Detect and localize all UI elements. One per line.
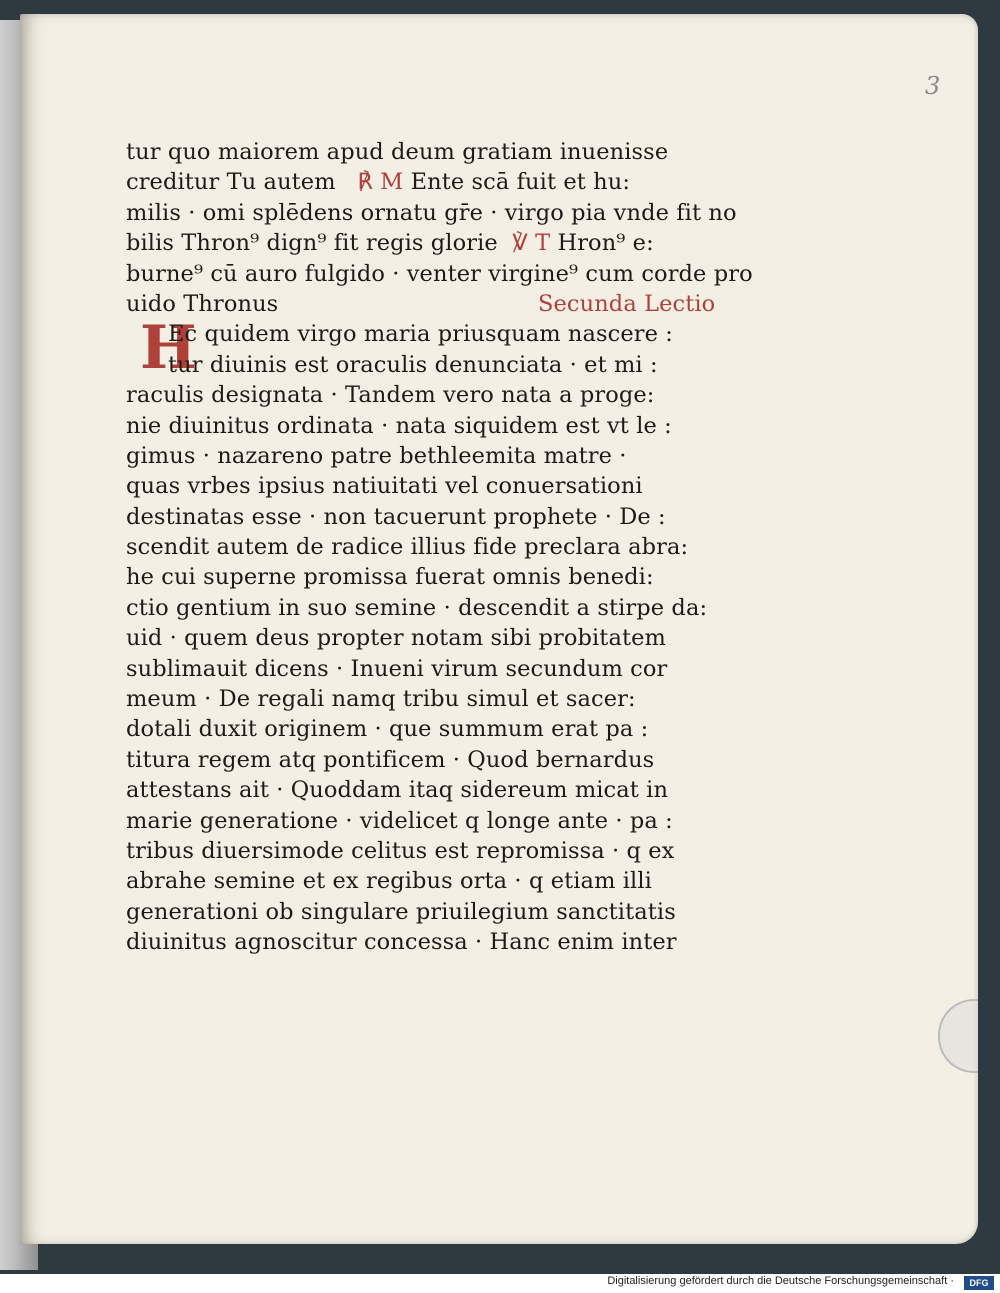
page-clip (938, 999, 978, 1073)
funding-credit: Digitalisierung gefördert durch die Deutsche Forschungsgemeinschaft · (607, 1275, 954, 1287)
text-line (126, 167, 766, 197)
text-line-part: uido Thronus (126, 290, 279, 317)
text-line: diuinitus agnoscitur concessa · Hanc enim inter (126, 929, 677, 956)
text-line: marie generatione · videlicet q longe ante · pa : (126, 807, 673, 834)
text-line: abrahe semine et ex regibus orta · q etiam illi (126, 868, 652, 895)
text-line: attestans ait · Quoddam itaq sidereum micat in (126, 777, 669, 804)
text-line: milis · omi splēdens ornatu gr̄e · virgo pia vnde fit no (126, 199, 737, 226)
text-line: dotali duxit originem · que summum erat pa : (126, 716, 649, 743)
text-line: quas vrbes ipsius natiuitati vel conuersationi (126, 473, 643, 500)
text-line: meum · De regali namq tribu simul et sacer: (126, 686, 636, 713)
page-number: 3 (925, 72, 941, 100)
text-line: sublimauit dicens · Inueni virum secundum cor (126, 655, 668, 682)
footer-bar (0, 1274, 1000, 1293)
text-line: uid · quem deus propter notam sibi probitatem (126, 625, 666, 652)
versicle-marker: ℣ T (512, 230, 551, 257)
text-line-part: Ente scā fuit et hu: (410, 169, 631, 196)
text-line: burne⁹ cū auro fulgido · venter virgine⁹ cum corde pro (126, 260, 753, 287)
text-block (126, 137, 766, 958)
text-line: Ec quidem virgo maria priusquam nascere : (168, 321, 673, 348)
drop-initial: H (140, 313, 197, 383)
text-line: destinatas esse · non tacuerunt prophete · De : (126, 503, 666, 530)
text-line: raculis designata · Tandem vero nata a proge: (126, 382, 655, 409)
text-line: scendit autem de radice illius fide preclara abra: (126, 534, 689, 561)
text-line-part: creditur Tu autem (126, 169, 336, 196)
text-line: titura regem atq pontificem · Quod bernardus (126, 746, 655, 773)
section-heading: Secunda Lectio (538, 290, 716, 317)
text-line: tur quo maiorem apud deum gratiam inuenisse (126, 139, 669, 165)
text-line: nie diuinitus ordinata · nata siquidem est vt le : (126, 412, 672, 439)
text-line: generationi ob singulare priuilegium sanctitatis (126, 898, 676, 925)
text-line: ctio gentium in suo semine · descendit a stirpe da: (126, 594, 708, 621)
text-line (126, 289, 766, 319)
text-line: tribus diuersimode celitus est repromissa · q ex (126, 837, 675, 864)
text-line (126, 228, 766, 258)
text-line: gimus · nazareno patre bethleemita matre · (126, 442, 627, 469)
text-line-part: Hron⁹ e: (557, 230, 654, 257)
text-line: he cui superne promissa fuerat omnis benedi: (126, 564, 654, 591)
text-line: tur diuinis est oraculis denunciata · et mi : (168, 351, 658, 378)
dfg-logo: DFG (964, 1276, 994, 1290)
responsory-marker: ℟ M (357, 169, 404, 196)
text-line-part: bilis Thron⁹ dign⁹ fit regis glorie (126, 230, 498, 257)
